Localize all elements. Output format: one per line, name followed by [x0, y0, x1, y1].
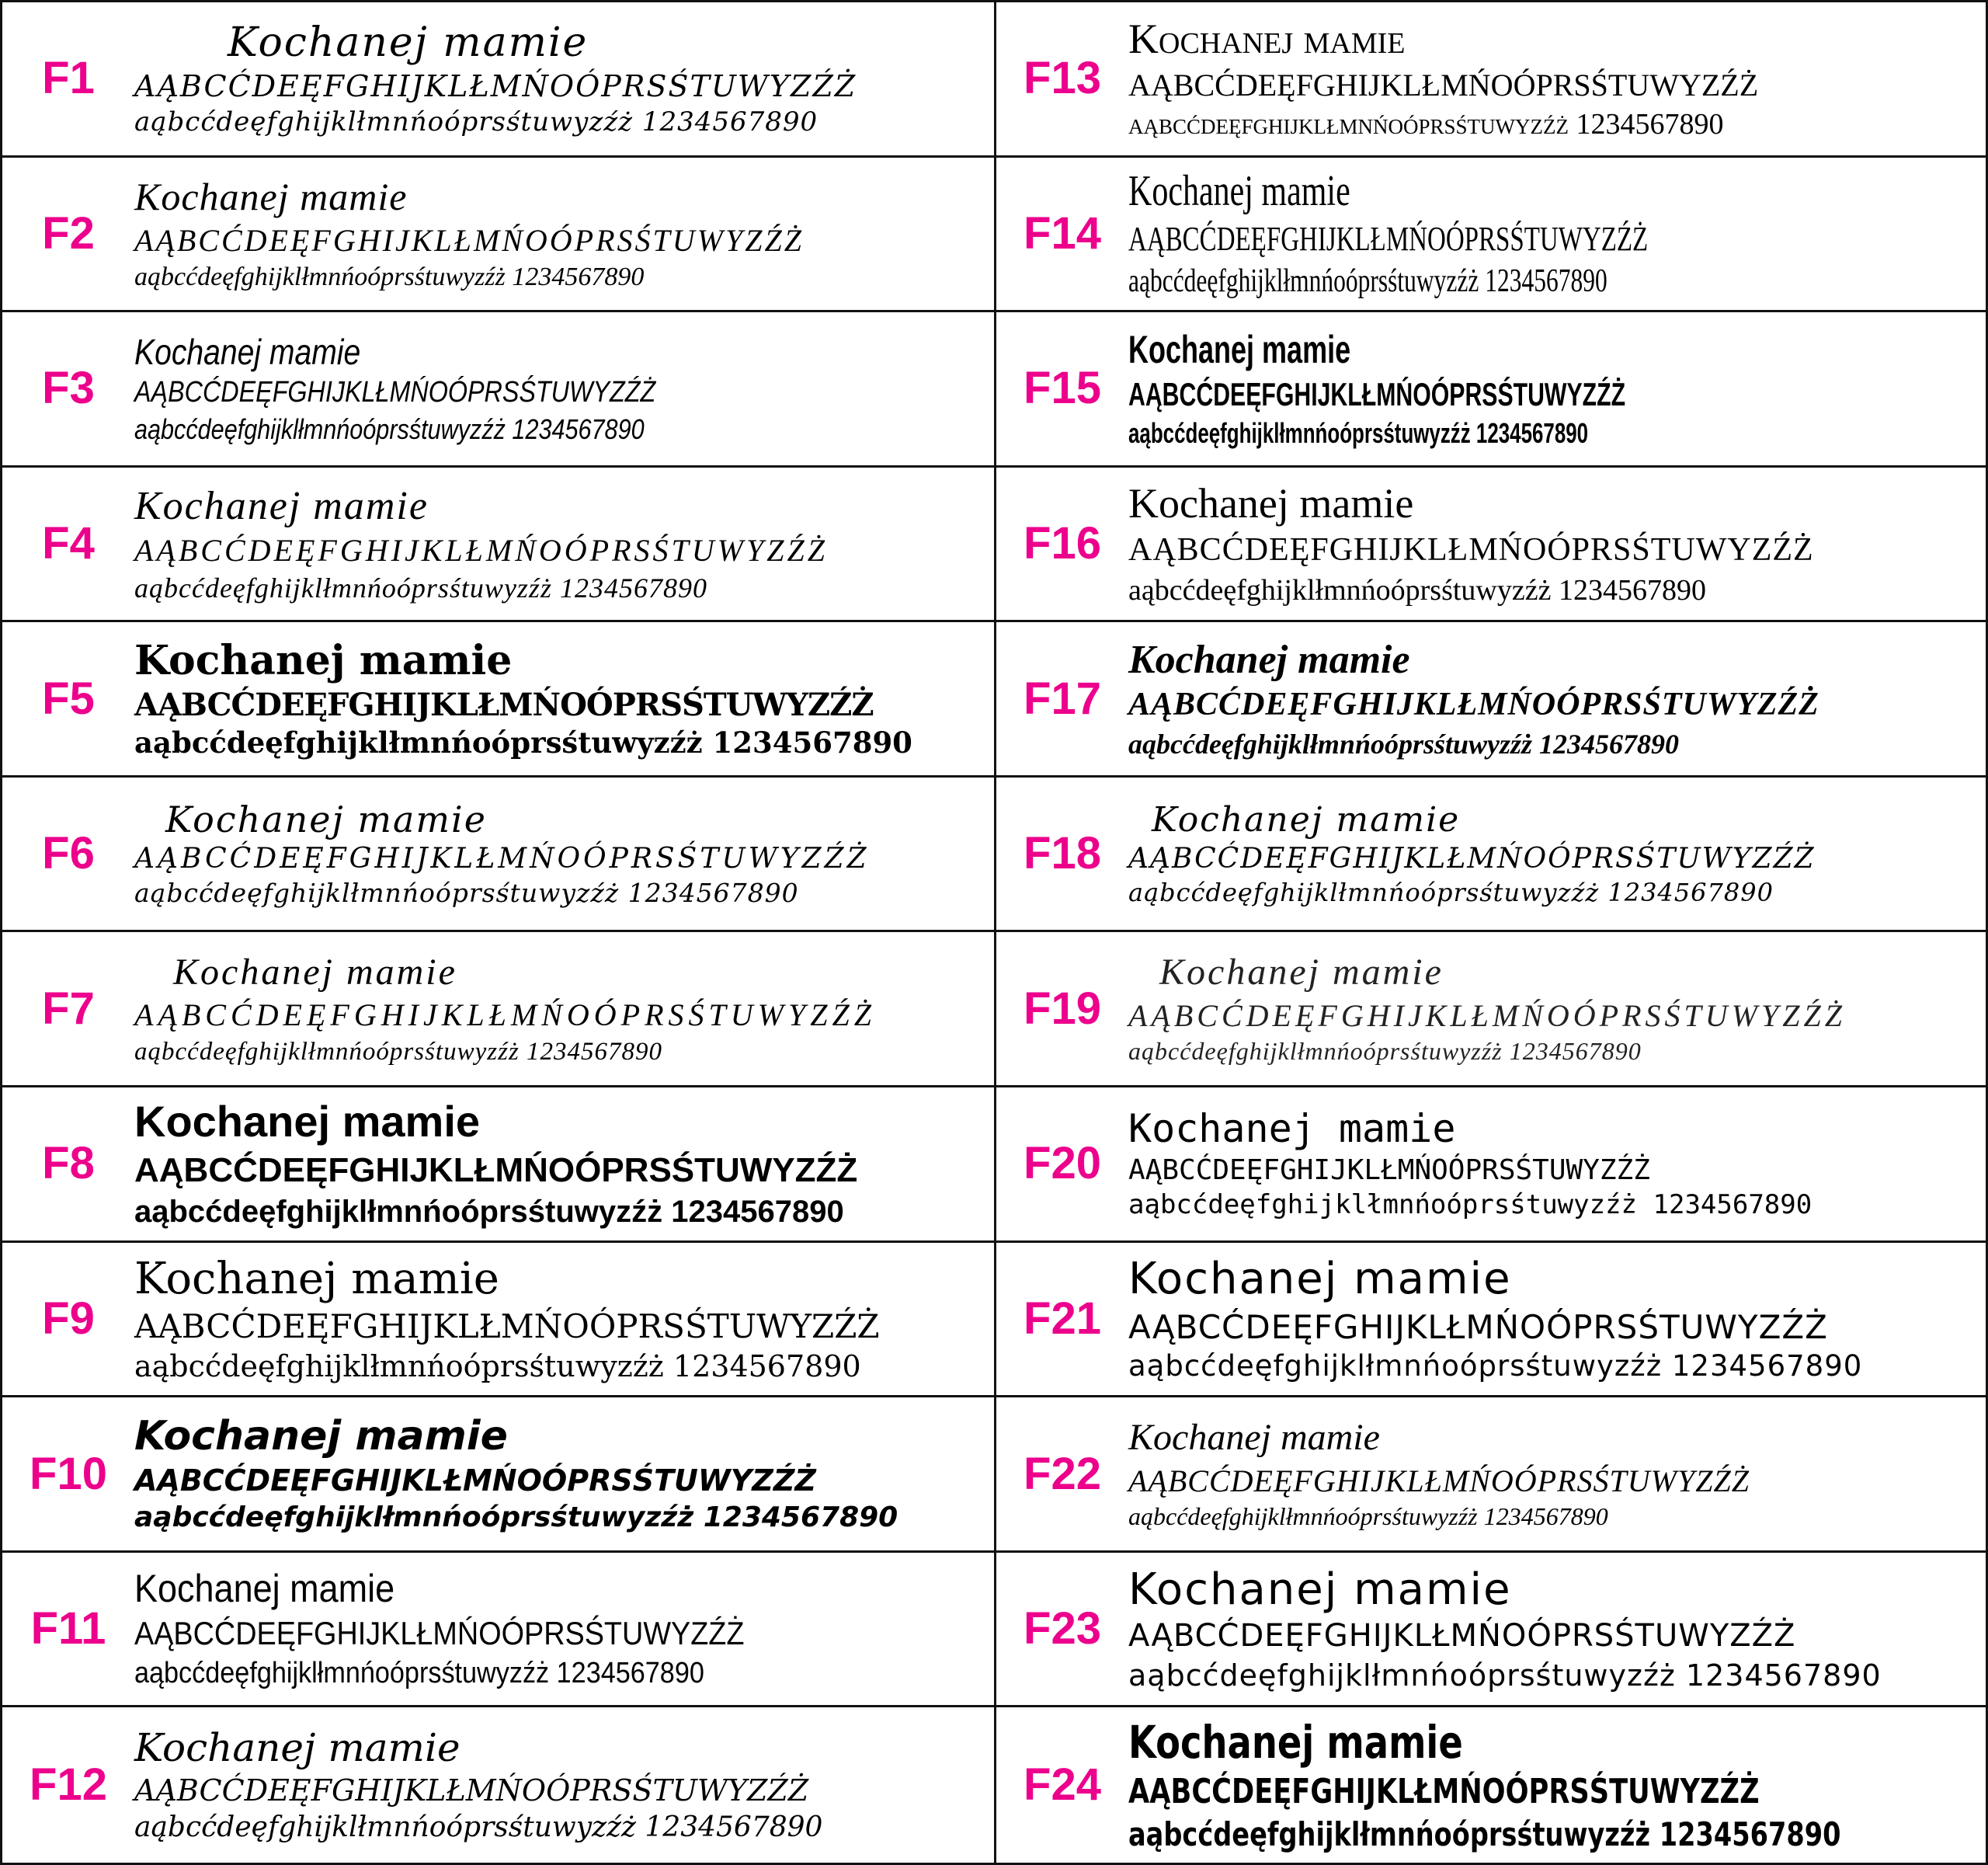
- font-specimen: [134, 19, 994, 140]
- font-id-label: F20: [1024, 1138, 1101, 1189]
- specimen-title: Kochanej mamie: [1128, 1106, 1456, 1152]
- font-id-label: F12: [30, 1759, 107, 1811]
- font-specimen: [1128, 799, 1986, 909]
- font-id-label: F9: [42, 1293, 95, 1344]
- font-specimen: [134, 1724, 994, 1846]
- specimen-lowercase-digits: aąbcćdeęfghijklłmnńoóprsśtuwyzźż 1234567890: [1128, 263, 1607, 300]
- specimen-uppercase: AĄBCĆDEĘFGHIJKLŁMŃOÓPRSŚTUWYZŹŻ: [134, 843, 870, 875]
- font-sample-f24: [994, 1707, 1986, 1863]
- specimen-uppercase: AĄBCĆDEĘFGHIJKLŁMŃOÓPRSŚTUWYZŹŻ: [134, 223, 804, 259]
- specimen-uppercase: AĄBCĆDEĘFGHIJKLŁMŃOÓPRSŚTUWYZŹŻ: [1128, 1618, 1796, 1654]
- font-specimen: [1128, 1715, 1986, 1856]
- font-id-label: F16: [1024, 518, 1101, 569]
- specimen-title: Kochanej mamie: [134, 332, 361, 373]
- font-id-label: F14: [1024, 207, 1101, 259]
- specimen-title: Kochanej mamie: [1128, 16, 1406, 63]
- specimen-uppercase: AĄBCĆDEĘFGHIJKLŁMŃOÓPRSŚTUWYZŹŻ: [134, 997, 876, 1033]
- font-specimen: [134, 1253, 994, 1386]
- specimen-lowercase-digits: aąbcćdeęfghijklłmnńoóprsśtuwyzźż 1234567890: [134, 725, 912, 760]
- font-sample-f1: [2, 2, 994, 158]
- specimen-lowercase-digits: aąbcćdeęfghijklłmnńoóprsśtuwyzźż 1234567890: [1128, 729, 1680, 760]
- specimen-uppercase: AĄBCĆDEĘFGHIJKLŁMŃOÓPRSŚTUWYZŹŻ: [134, 1307, 880, 1345]
- font-id-label: F13: [1024, 53, 1101, 104]
- specimen-title: Kochanej mamie: [228, 19, 589, 66]
- font-id-label: F21: [1024, 1293, 1101, 1344]
- font-specimen: [134, 330, 994, 447]
- specimen-uppercase: AĄBCĆDEĘFGHIJKLŁMŃOÓPRSŚTUWYZŹŻ: [134, 1615, 745, 1652]
- specimen-lowercase-digits: aąbcćdeęfghijklłmnńoóprsśtuwyzźż 1234567890: [1128, 1349, 1863, 1383]
- specimen-uppercase: AĄBCĆDEĘFGHIJKLŁMŃOÓPRSŚTUWYZŹŻ: [1128, 1771, 1760, 1811]
- specimen-lowercase-digits: aąbcćdeęfghijklłmnńoóprsśtuwyzźż 1234567890: [1128, 107, 1724, 141]
- font-specimen: [134, 482, 994, 607]
- specimen-title: Kochanej mamie: [1128, 1715, 1463, 1769]
- font-specimen: [134, 173, 994, 294]
- specimen-lowercase-digits: aąbcćdeęfghijklłmnńoóprsśtuwyzźż 1234567890: [1128, 416, 1589, 449]
- specimen-uppercase: AĄBCĆDEĘFGHIJKLŁMŃOÓPRSŚTUWYZŹŻ: [134, 687, 874, 724]
- specimen-title: Kochanej mamie: [134, 1413, 508, 1460]
- specimen-title: Kochanej mamie: [1128, 328, 1351, 372]
- specimen-lowercase-digits: aąbcćdeęfghijklłmnńoóprsśtuwyzźż 1234567890: [134, 1657, 704, 1690]
- specimen-title: Kochanej mamie: [1128, 1254, 1512, 1305]
- font-sample-f5: [2, 622, 994, 778]
- font-sample-f23: [994, 1553, 1986, 1708]
- font-sample-f7: [2, 932, 994, 1087]
- font-sample-f6: [2, 778, 994, 933]
- font-sample-f11: [2, 1553, 994, 1708]
- specimen-title: Kochanej mamie: [1128, 1417, 1380, 1459]
- font-specimen: [1128, 1253, 1986, 1384]
- specimen-title: Kochanej mamie: [165, 798, 487, 840]
- specimen-title: Kochanej mamie: [1128, 166, 1350, 215]
- font-sample-f17: [994, 622, 1986, 778]
- font-id-label: F22: [1024, 1448, 1101, 1499]
- specimen-title: Kochanej mamie: [1159, 952, 1444, 993]
- specimen-lowercase-digits: aąbcćdeęfghijklłmnńoóprsśtuwyzźż 1234567890: [134, 1195, 844, 1230]
- font-specimen: [134, 1095, 994, 1232]
- specimen-lowercase-digits: aąbcćdeęfghijklłmnńoóprsśtuwyzźż 1234567890: [1128, 1658, 1882, 1693]
- specimen-uppercase: AĄBCĆDEĘFGHIJKLŁMŃOÓPRSŚTUWYZŹŻ: [1128, 1463, 1750, 1498]
- font-sample-f10: [2, 1397, 994, 1553]
- specimen-uppercase: AĄBCĆDEĘFGHIJKLŁMŃOÓPRSŚTUWYZŹŻ: [134, 533, 828, 569]
- specimen-lowercase-digits: aąbcćdeęfghijklłmnńoóprsśtuwyzźż 1234567890: [1128, 1037, 1642, 1066]
- font-sample-f9: [2, 1243, 994, 1398]
- font-id-label: F23: [1024, 1603, 1101, 1654]
- font-sample-f8: [2, 1087, 994, 1243]
- specimen-title: Kochanej mamie: [1128, 479, 1414, 527]
- font-specimen: [134, 636, 994, 762]
- specimen-title: Kochanej mamie: [134, 1725, 461, 1771]
- specimen-uppercase: AĄBCĆDEĘFGHIJKLŁMŃOÓPRSŚTUWYZŹŻ: [1128, 842, 1816, 875]
- specimen-uppercase: AĄBCĆDEĘFGHIJKLŁMŃOÓPRSŚTUWYZŹŻ: [1128, 219, 1649, 258]
- font-id-label: F18: [1024, 828, 1101, 879]
- font-specimen: [1128, 326, 1986, 451]
- specimen-lowercase-digits: aąbcćdeęfghijklłmnńoóprsśtuwyzźż 1234567890: [134, 1348, 861, 1383]
- specimen-uppercase: AĄBCĆDEĘFGHIJKLŁMŃOÓPRSŚTUWYZŹŻ: [1128, 997, 1846, 1033]
- font-id-label: F2: [42, 207, 95, 259]
- specimen-lowercase-digits: aąbcćdeęfghijklłmnńoóprsśtuwyzźż 1234567890: [134, 412, 645, 445]
- specimen-lowercase-digits: aąbcćdeęfghijklłmnńoóprsśtuwyzźż 1234567890: [1128, 1189, 1812, 1221]
- specimen-uppercase: AĄBCĆDEĘFGHIJKLŁMŃOÓPRSŚTUWYZŹŻ: [134, 376, 656, 409]
- specimen-title: Kochanej mamie: [173, 951, 457, 993]
- specimen-uppercase: AĄBCĆDEĘFGHIJKLŁMŃOÓPRSŚTUWYZŹŻ: [1128, 376, 1626, 413]
- font-specimen: [1128, 1415, 1986, 1533]
- specimen-title: Kochanej mamie: [134, 1253, 499, 1304]
- font-id-label: F24: [1024, 1759, 1101, 1811]
- specimen-lowercase-digits: aąbcćdeęfghijklłmnńoóprsśtuwyzźż 1234567890: [134, 1811, 823, 1843]
- specimen-uppercase: AĄBCĆDEĘFGHIJKLŁMŃOÓPRSŚTUWYZŹŻ: [1128, 68, 1759, 103]
- font-specimen: [1128, 165, 1986, 303]
- font-specimen: [134, 1412, 994, 1535]
- font-sample-f16: [994, 468, 1986, 623]
- font-specimen: [134, 1565, 994, 1692]
- font-id-label: F5: [42, 673, 95, 724]
- font-id-label: F17: [1024, 673, 1101, 724]
- font-id-label: F4: [42, 518, 95, 569]
- font-sample-f14: [994, 158, 1986, 313]
- font-sample-f12: [2, 1707, 994, 1863]
- specimen-uppercase: AĄBCĆDEĘFGHIJKLŁMŃOÓPRSŚTUWYZŹŻ: [1128, 1307, 1828, 1346]
- font-specimen: [134, 798, 994, 910]
- font-sample-f13: [994, 2, 1986, 158]
- font-id-label: F7: [42, 983, 95, 1034]
- font-specimen: [1128, 1564, 1986, 1694]
- font-sample-f3: [2, 312, 994, 468]
- font-sample-f19: [994, 932, 1986, 1087]
- font-sample-f22: [994, 1397, 1986, 1553]
- specimen-lowercase-digits: aąbcćdeęfghijklłmnńoóprsśtuwyzźż 1234567890: [134, 572, 707, 604]
- font-id-label: F3: [42, 363, 95, 414]
- specimen-lowercase-digits: aąbcćdeęfghijklłmnńoóprsśtuwyzźż 1234567890: [134, 263, 645, 292]
- specimen-lowercase-digits: aąbcćdeęfghijklłmnńoóprsśtuwyzźż 1234567890: [134, 106, 818, 137]
- font-specimen: [1128, 950, 1986, 1067]
- specimen-title: Kochanej mamie: [134, 175, 408, 219]
- font-sample-f18: [994, 778, 1986, 933]
- specimen-uppercase: AĄBCĆDEĘFGHIJKLŁMŃOÓPRSŚTUWYZŹŻ: [134, 1773, 809, 1808]
- specimen-title: Kochanej mamie: [134, 636, 513, 684]
- font-id-label: F10: [30, 1448, 107, 1499]
- specimen-lowercase-digits: aąbcćdeęfghijklłmnńoóprsśtuwyzźż 1234567890: [1128, 1501, 1608, 1530]
- specimen-uppercase: AĄBCĆDEĘFGHIJKLŁMŃOÓPRSŚTUWYZŹŻ: [134, 68, 857, 103]
- specimen-uppercase: AĄBCĆDEĘFGHIJKLŁMŃOÓPRSŚTUWYZŹŻ: [1128, 687, 1819, 723]
- specimen-lowercase-digits: aąbcćdeęfghijklłmnńoóprsśtuwyzźż 1234567890: [1128, 573, 1706, 607]
- font-id-label: F19: [1024, 983, 1101, 1034]
- font-specimen: [1128, 1105, 1986, 1223]
- font-specimen: [134, 950, 994, 1068]
- specimen-uppercase: AĄBCĆDEĘFGHIJKLŁMŃOÓPRSŚTUWYZŹŻ: [134, 1463, 816, 1498]
- specimen-title: Kochanej mamie: [1128, 1564, 1512, 1616]
- font-specimen: [1128, 478, 1986, 609]
- font-specimen: [1128, 14, 1986, 143]
- specimen-lowercase-digits: aąbcćdeęfghijklłmnńoóprsśtuwyzźż 1234567890: [134, 1501, 898, 1533]
- specimen-title: Kochanej mamie: [1128, 637, 1410, 682]
- font-id-label: F8: [42, 1138, 95, 1189]
- specimen-lowercase-digits: aąbcćdeęfghijklłmnńoóprsśtuwyzźż 1234567890: [1128, 877, 1774, 907]
- specimen-title: Kochanej mamie: [134, 483, 429, 528]
- font-specimen: [1128, 635, 1986, 762]
- font-id-label: F6: [42, 828, 95, 879]
- specimen-lowercase-digits: aąbcćdeęfghijklłmnńoóprsśtuwyzźż 1234567890: [134, 1037, 663, 1066]
- specimen-lowercase-digits: aąbcćdeęfghijklłmnńoóprsśtuwyzźż 1234567890: [134, 878, 799, 909]
- specimen-title: Kochanej mamie: [134, 1097, 481, 1146]
- font-sample-f20: [994, 1087, 1986, 1243]
- specimen-uppercase: AĄBCĆDEĘFGHIJKLŁMŃOÓPRSŚTUWYZŹŻ: [1128, 1154, 1650, 1187]
- font-sample-f2: [2, 158, 994, 313]
- specimen-uppercase: AĄBCĆDEĘFGHIJKLŁMŃOÓPRSŚTUWYZŹŻ: [1128, 531, 1814, 568]
- specimen-lowercase-digits: aąbcćdeęfghijklłmnńoóprsśtuwyzźż 1234567890: [1128, 1815, 1841, 1853]
- font-id-label: F15: [1024, 363, 1101, 414]
- specimen-title: Kochanej mamie: [1152, 799, 1461, 840]
- font-sample-f4: [2, 468, 994, 623]
- specimen-title: Kochanej mamie: [134, 1567, 395, 1611]
- specimen-uppercase: AĄBCĆDEĘFGHIJKLŁMŃOÓPRSŚTUWYZŹŻ: [134, 1150, 858, 1189]
- font-id-label: F1: [42, 53, 95, 104]
- font-id-label: F11: [30, 1603, 106, 1654]
- font-sample-f15: [994, 312, 1986, 468]
- font-sample-f21: [994, 1243, 1986, 1398]
